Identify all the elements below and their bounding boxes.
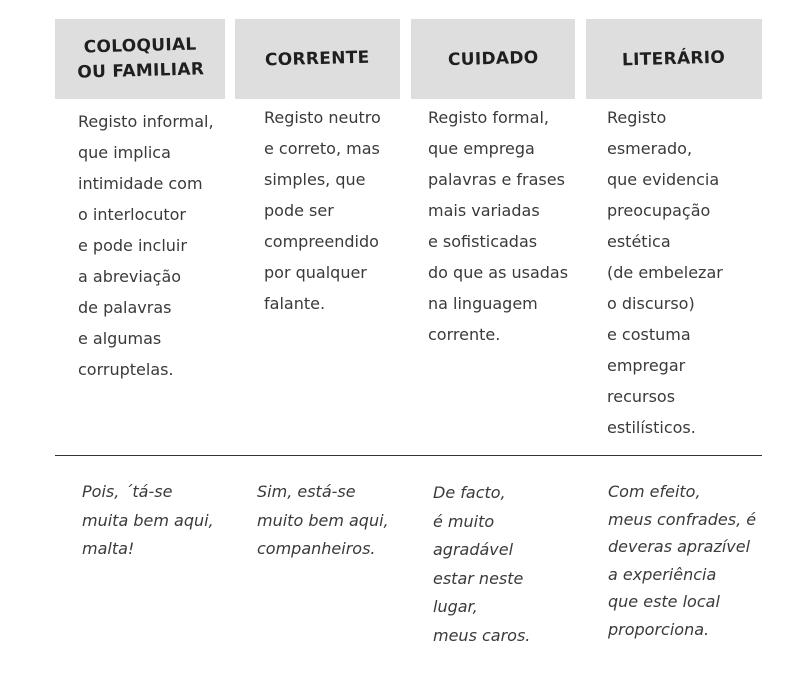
header-coloquial (55, 19, 225, 99)
example-literario: Com efeito, meus confrades, é deveras aprazível a experiência que este local proporciona. (608, 482, 757, 639)
header-cuidado (411, 19, 575, 99)
description-literario: Registo esmerado, que evidencia preocupação estética (de embelezar o discurso) e costuma empregar recursos estilísticos. (607, 108, 723, 437)
description-coloquial: Registo informal, que implica intimidade com o interlocutor e pode incluir a abreviação de palavras e algumas corruptelas. (78, 112, 214, 379)
example-coloquial: Pois, ´tá-se muita bem aqui, malta! (82, 482, 214, 558)
header-literario (586, 19, 762, 99)
example-cuidado: De facto, é muito agradável estar neste lugar, meus caros. (433, 483, 531, 645)
header-cuidado-label: CUIDADO (447, 47, 539, 70)
header-corrente-label: CORRENTE (264, 47, 371, 70)
header-corrente (235, 19, 400, 99)
description-corrente: Registo neutro e correto, mas simples, que pode ser compreendido por qualquer falante. (264, 108, 381, 313)
description-cuidado: Registo formal, que emprega palavras e frases mais variadas e sofisticadas do que as usadas na linguagem corrente. (428, 108, 569, 344)
header-coloquial-label: COLOQUIAL OU FAMILIAR (76, 34, 205, 83)
section-divider (55, 455, 762, 456)
example-corrente: Sim, está-se muito bem aqui, companheiros. (257, 482, 389, 558)
header-literario-label: LITERÁRIO (622, 47, 726, 70)
